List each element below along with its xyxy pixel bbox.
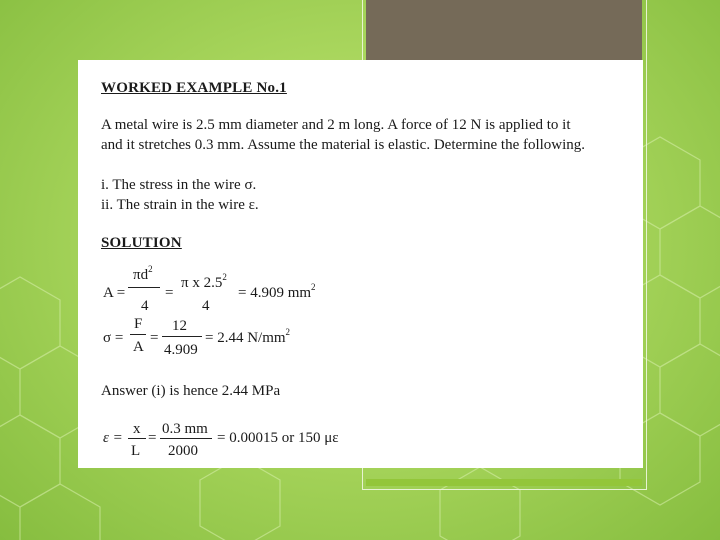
stress-equals: = [150, 330, 159, 346]
stress-frac1-numerator: F [134, 316, 143, 332]
accent-bar [366, 479, 642, 486]
area-result: = 4.909 $mm^2$ [238, 282, 316, 301]
problem-line-2: and it stretches 0.3 mm. Assume the material is elastic. Determine the following. [101, 137, 586, 153]
area-frac1-denominator: 4 [141, 298, 149, 314]
stress-frac2-denominator: 4.909 [164, 342, 198, 358]
fraction-bar [128, 287, 160, 288]
solution-heading: SOLUTION [101, 235, 182, 251]
strain-equals: = [148, 430, 157, 446]
fraction-bar [162, 336, 202, 337]
hexagon-shape [20, 484, 100, 540]
question-item-ii: ii. The strain in the wire ε. [101, 197, 259, 213]
fraction-bar [130, 334, 146, 335]
hexagon-shape [0, 415, 60, 507]
strain-lhs: ε = [103, 430, 123, 446]
strain-frac2-denominator: 2000 [168, 443, 198, 459]
problem-line-1: A metal wire is 2.5 mm diameter and 2 m long. A force of 12 N is applied to it [101, 117, 571, 133]
stress-lhs: σ = [103, 330, 124, 346]
fraction-bar [160, 438, 212, 439]
strain-result: = 0.00015 or 150 με [217, 430, 339, 446]
answer-line: Answer (i) is hence 2.44 MPa [101, 383, 281, 399]
question-item-i: i. The stress in the wire σ. [101, 177, 257, 193]
strain-frac2-numerator: 0.3 mm [162, 421, 208, 437]
hexagon-shape [0, 277, 60, 369]
hexagon-shape [660, 206, 720, 298]
document-title: WORKED EXAMPLE No.1 [101, 80, 287, 96]
area-frac2-denominator: 4 [202, 298, 210, 314]
strain-frac1-numerator: x [133, 421, 141, 437]
area-lhs: A = [103, 285, 126, 301]
area-equals: = [165, 285, 174, 301]
area-frac2-numerator: π x $2.5^2$ [181, 272, 227, 291]
stress-result: = 2.44 $N/mm^2$ [205, 327, 291, 346]
area-frac1-numerator: $\pi d^2$ [133, 264, 153, 283]
hexagon-shape [660, 344, 720, 436]
worked-example-document [78, 60, 643, 468]
hexagon-shape [200, 457, 280, 540]
fraction-bar [128, 438, 146, 439]
stress-frac2-numerator: 12 [172, 318, 187, 334]
strain-frac1-denominator: L [131, 443, 141, 459]
stress-frac1-denominator: A [133, 339, 144, 355]
